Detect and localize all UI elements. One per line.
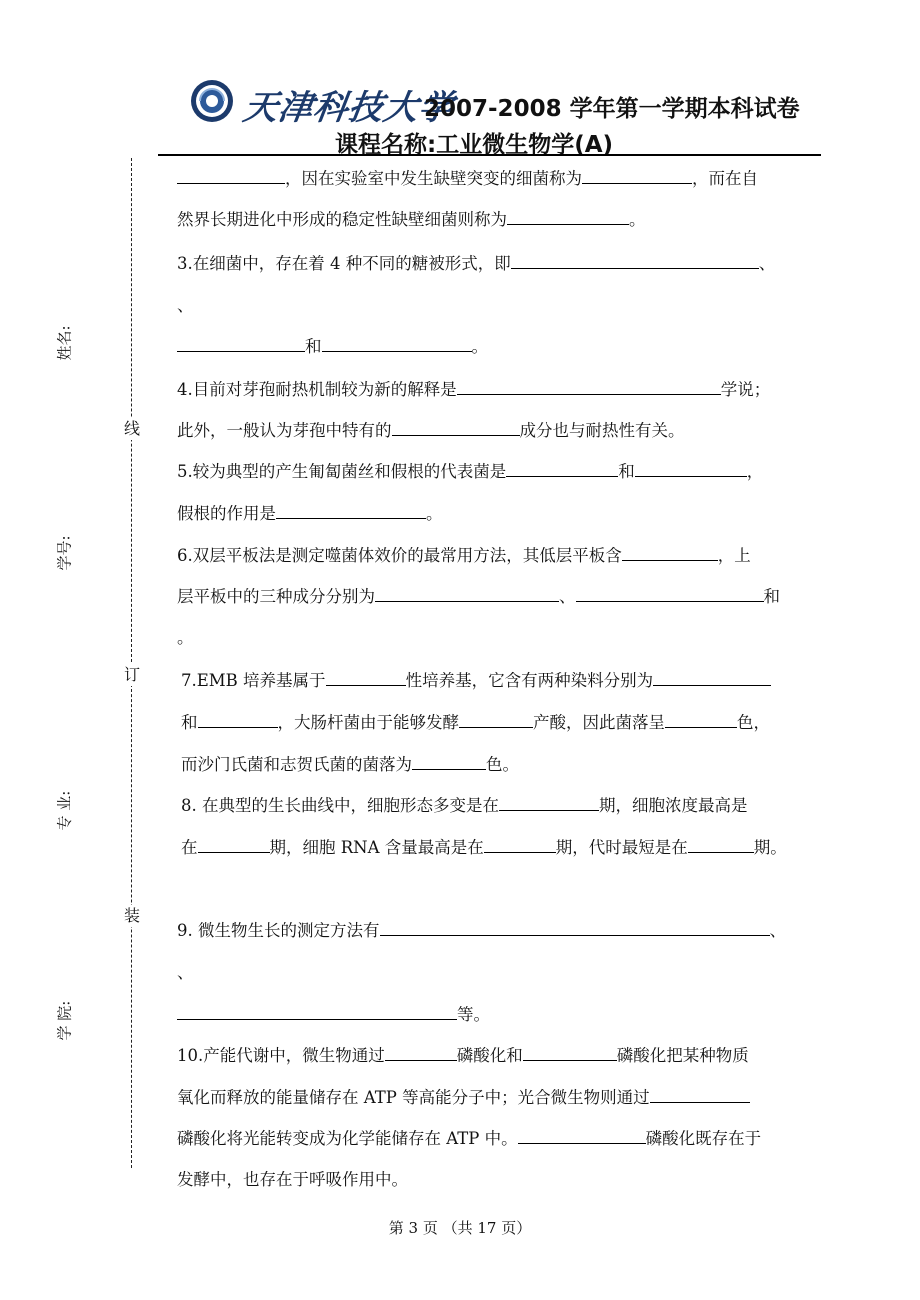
q7-blank-6[interactable] [412,750,486,770]
name-label: 姓名: [55,325,74,361]
q4-blank-1[interactable] [457,375,721,395]
q2-blank-2[interactable] [582,164,692,184]
university-name: 天津科技大学 [240,88,457,128]
q3-blank-3[interactable] [322,332,472,352]
q4-blank-2[interactable] [392,416,520,436]
q8-line-2: 在 期，细胞 RNA 含量最高是在 期，代时最短是在 期。 [181,833,787,862]
q8-blank-1[interactable] [499,791,599,811]
q4-line-1: 4.目前对芽孢耐热机制较为新的解释是 学说； [177,375,770,404]
q9-line-1: 9. 微生物生长的测定方法有 、 [177,916,786,945]
q10-blank-3[interactable] [650,1083,750,1103]
q3-line-2: 、 [177,296,194,315]
q5-blank-3[interactable] [276,499,426,519]
q6-line-2: 层平板中的三种成分分别为 、 和 [177,582,780,611]
q5-line-1: 5.较为典型的产生匍匐菌丝和假根的代表菌是 和 ， [177,457,763,486]
q6-blank-3[interactable] [576,582,764,602]
binding-char-ding: 订 [121,664,143,686]
q6-line-3: 。 [177,628,194,647]
student-id-label: 学号: [55,535,74,571]
q6-line-1: 6.双层平板法是测定噬菌体效价的最常用方法，其低层平板含 ，上 [177,541,751,570]
page-number: 第 3 页 （共 17 页） [388,1219,532,1237]
q7-line-1: 7.EMB 培养基属于 性培养基，它含有两种染料分别为 [181,666,771,695]
q7-line-3: 而沙门氏菌和志贺氏菌的菌落为 色。 [181,750,519,779]
q7-blank-2[interactable] [653,666,771,686]
q6-blank-1[interactable] [622,541,718,561]
q8-line-1: 8. 在典型的生长曲线中，细胞形态多变是在 期，细胞浓度最高是 [181,791,748,820]
binding-char-zhuang: 装 [121,905,143,927]
q10-line-1: 10.产能代谢中，微生物通过 磷酸化和 磷酸化把某种物质 [177,1041,749,1070]
q10-blank-1[interactable] [385,1041,457,1061]
q7-blank-3[interactable] [198,708,278,728]
q3-line-3: 和 。 [177,332,488,361]
q3-line-1: 3.在细菌中，存在着 4 种不同的糖被形式，即 、 [177,249,775,278]
q9-blank-2[interactable] [177,1000,457,1020]
q5-line-2: 假根的作用是 。 [177,499,443,528]
binding-char-xian: 线 [121,418,143,440]
course-title: 课程名称:工业微生物学(A) [335,132,614,158]
q5-blank-2[interactable] [635,457,747,477]
q7-blank-4[interactable] [459,708,533,728]
q10-line-4: 发酵中，也存在于呼吸作用中。 [177,1170,408,1189]
q7-blank-1[interactable] [326,666,406,686]
major-label: 专 业: [55,790,74,831]
q9-blank-1[interactable] [380,916,770,936]
page-header [190,76,820,156]
q9-line-2: 、 [177,963,194,982]
q3-blank-1[interactable] [511,249,759,269]
q2-blank-1[interactable] [177,164,285,184]
header-divider [158,154,821,156]
binding-line [131,158,132,1168]
q2-line-2: 然界长期进化中形成的稳定性缺壁细菌则称为 。 [177,205,646,234]
q8-blank-3[interactable] [484,833,556,853]
q8-blank-2[interactable] [198,833,270,853]
exam-title: 2007-2008 学年第一学期本科试卷 [424,96,800,122]
q6-blank-2[interactable] [375,582,559,602]
q7-line-2: 和 ，大肠杆菌由于能够发酵 产酸，因此菌落呈 色， [181,708,770,737]
q4-line-2: 此外，一般认为芽孢中特有的 成分也与耐热性有关。 [177,416,685,445]
q10-line-2: 氧化而释放的能量储存在 ATP 等高能分子中；光合微生物则通过 [177,1083,750,1112]
q2-line-1: ，因在实验室中发生缺壁突变的细菌称为 ，而在自 [177,164,758,193]
q10-line-3: 磷酸化将光能转变成为化学能储存在 ATP 中。 磷酸化既存在于 [177,1124,761,1153]
q10-blank-4[interactable] [518,1124,646,1144]
q2-blank-3[interactable] [507,205,629,225]
college-label: 学 院: [55,1000,74,1041]
q7-blank-5[interactable] [665,708,737,728]
q10-blank-2[interactable] [523,1041,617,1061]
q9-line-3: 等。 [177,1000,490,1029]
q8-blank-4[interactable] [688,833,754,853]
university-logo-icon [190,79,234,123]
q5-blank-1[interactable] [506,457,618,477]
q3-blank-2[interactable] [177,332,305,352]
